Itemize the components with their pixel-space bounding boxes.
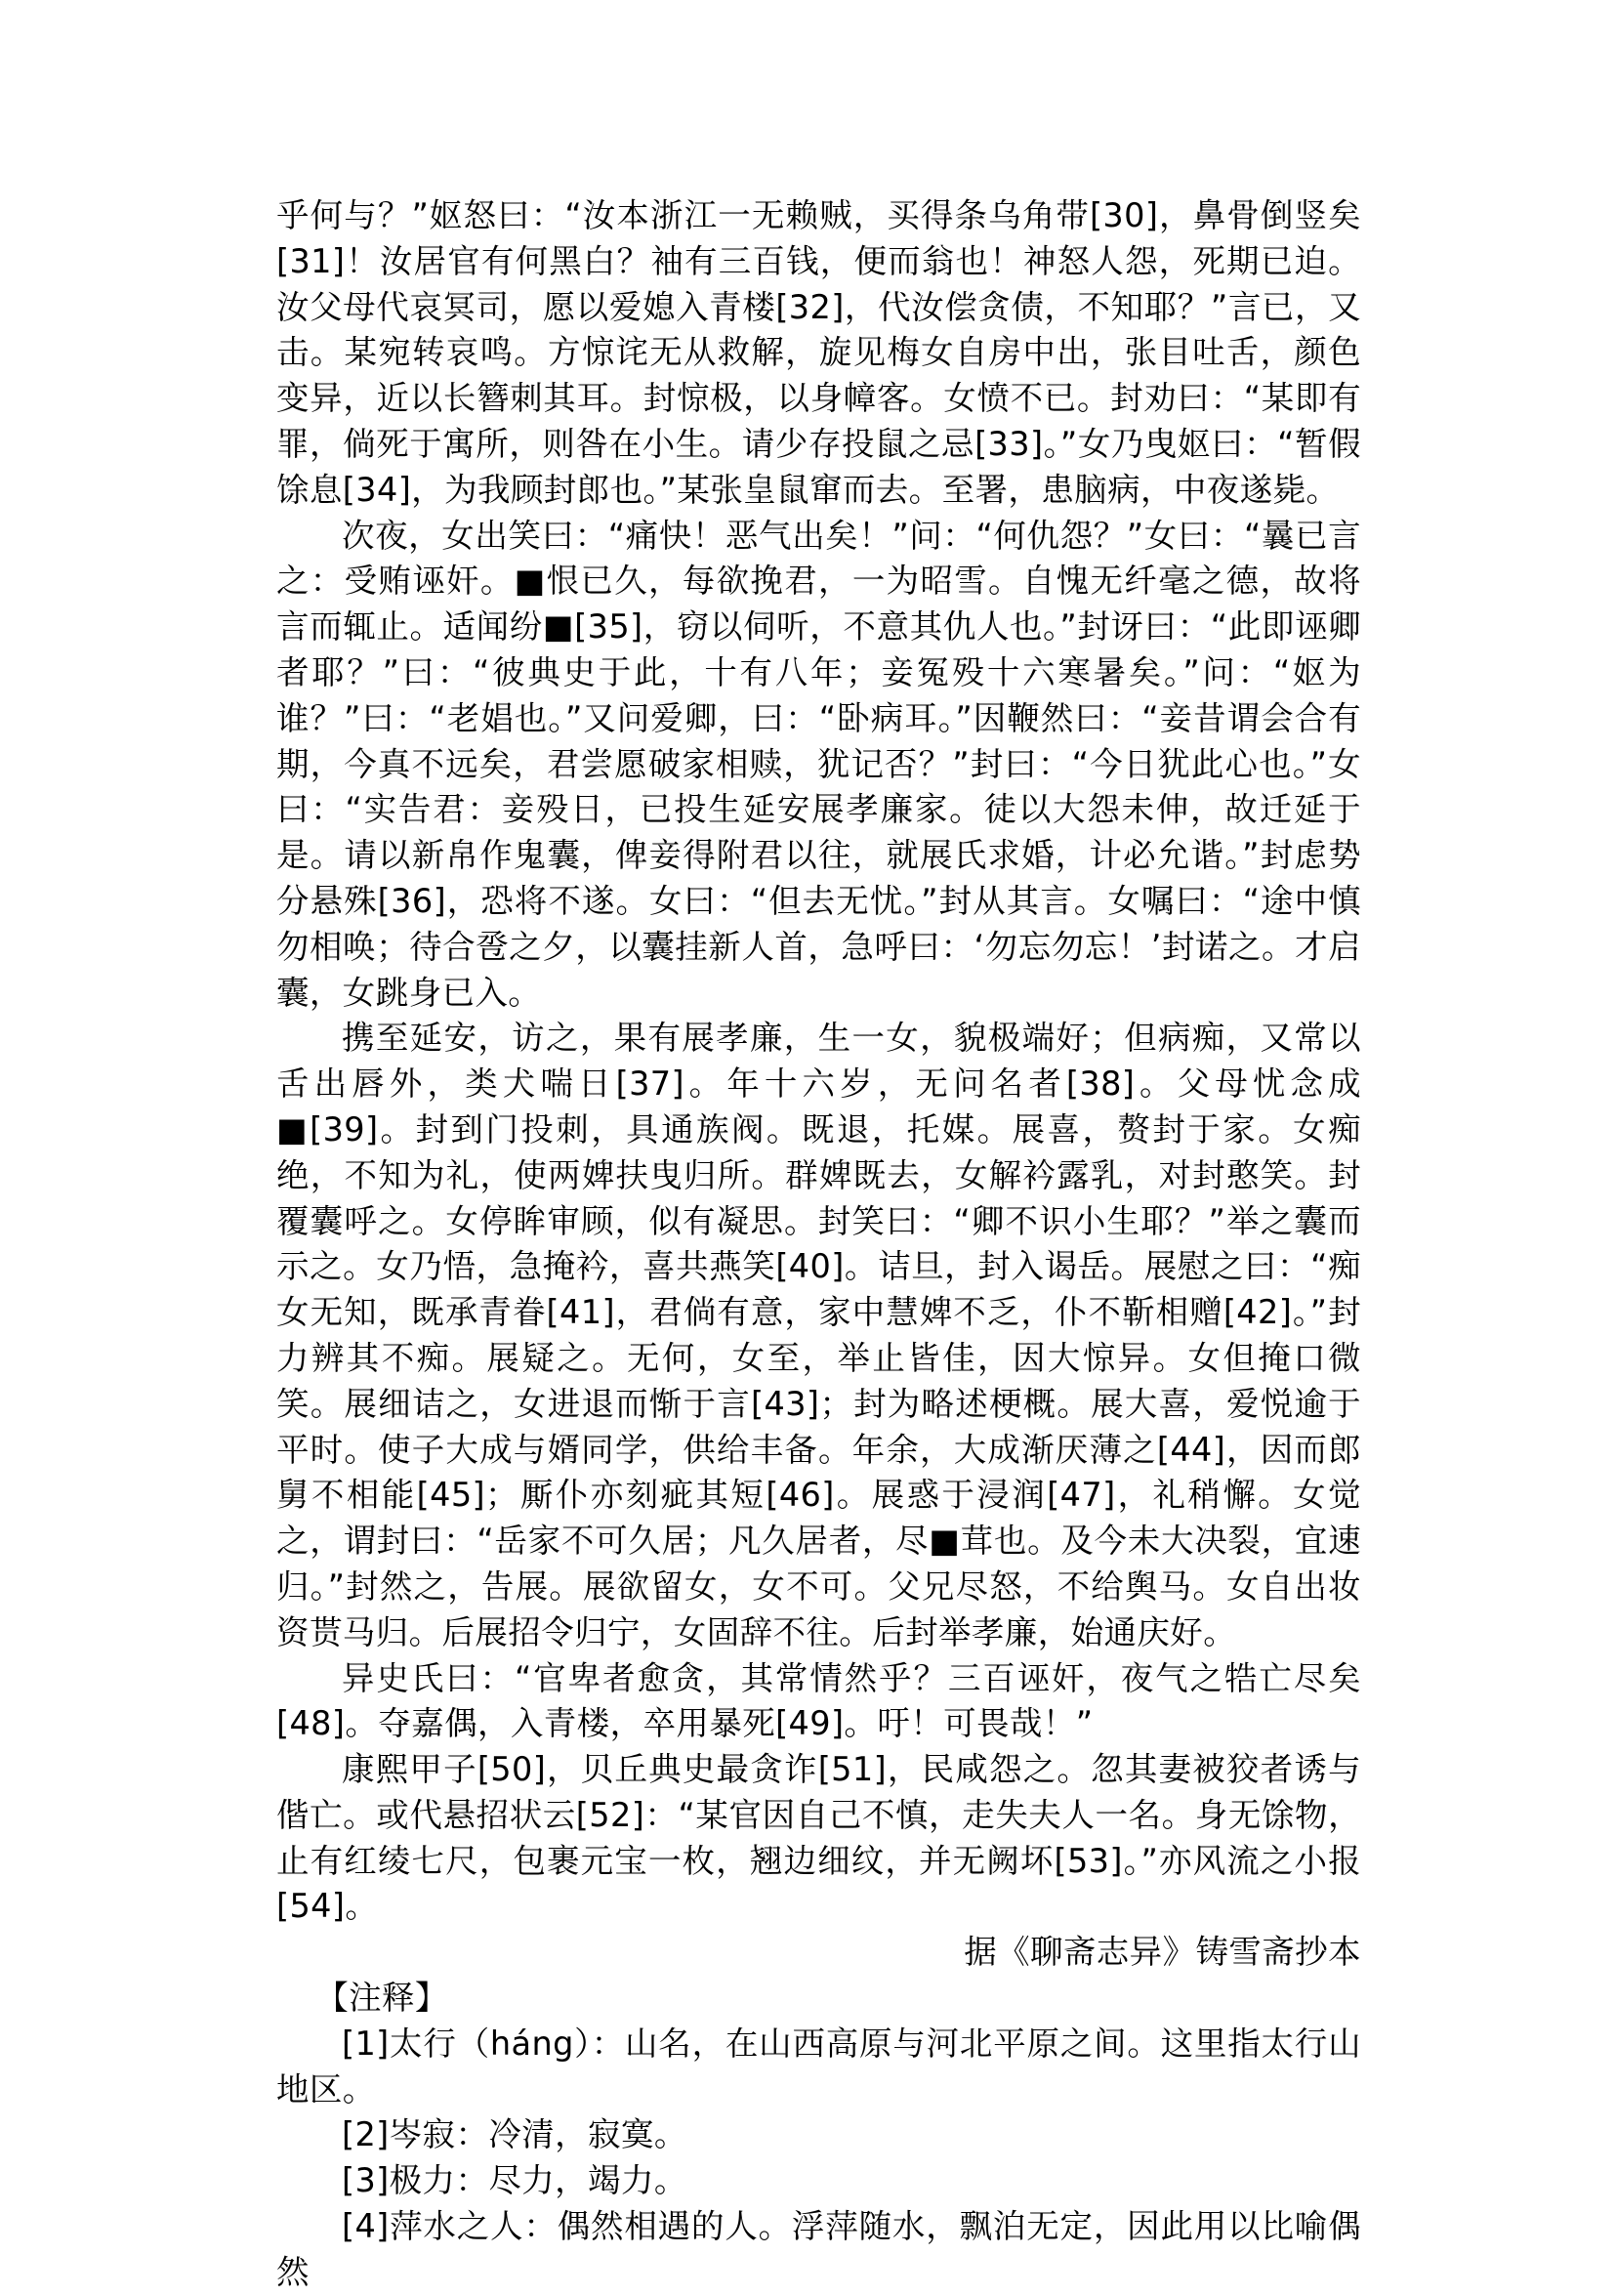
notes-heading: 【注释】 <box>315 1979 448 2018</box>
note-item: [1]太行（háng）：山名，在山西高原与河北平原之间。这里指太行山地区。 <box>276 2024 1361 2108</box>
note-item: [4]萍水之人：偶然相遇的人。浮萍随水，飘泊无定，因此用以比喻偶然 <box>276 2207 1361 2291</box>
note-item: [3]极力：尽力，竭力。 <box>342 2161 687 2200</box>
document-page <box>276 193 1361 2296</box>
paragraph-anecdote: 康熙甲子[50]，贝丘典史最贪诈[51]，民咸怨之。忽其妻被狡者诱与偕亡。或代悬招状云[52]：“某官因自己不慎，走失夫人一名。身无馀物，止有红绫七尺，包裹元宝一枚，翘边细纹，并无阙坏[53]。”亦风流之小报[54]。 <box>276 1750 1361 1926</box>
paragraph-2: 次夜，女出笑曰：“痛快！恶气出矣！”问：“何仇怨？”女曰：“曩已言之：受贿诬奸。■恨已久，每欲挽君，一为昭雪。自愧无纤毫之德，故将言而辄止。适闻纷■[35]，窃以伺听，不意其仇人也。”封讶曰：“此即诬卿者耶？”曰：“彼典史于此，十有八年；妾冤殁十六寒暑矣。”问：“妪为谁？”曰：“老娼也。”又问爱卿，曰：“卧病耳。”因鞭然曰：“妾昔谓会合有期，今真不远矣，君尝愿破家相赎，犹记否？”封曰：“今日犹此心也。”女曰：“实告君：妾殁日，已投生延安展孝廉家。徒以大怨未伸，故迁延于是。请以新帛作鬼囊，俾妾得附君以往，就展氏求婚，计必允谐。”封虑势分悬殊[36]，恐将不遂。女曰：“但去无忧。”封从其言。女嘱曰：“途中慎勿相唤；待合卺之夕，以囊挂新人首，急呼曰：‘勿忘勿忘！’封诺之。才启囊，女跳身已入。 <box>276 516 1361 1012</box>
paragraph-commentary: 异史氏曰：“官卑者愈贪，其常情然乎？三百诬奸，夜气之牿亡尽矣[48]。夺嘉偶，入青楼，卒用暴死[49]。吁！可畏哉！” <box>276 1658 1361 1743</box>
source-citation: 据《聊斋志异》铸雪斋抄本 <box>964 1933 1361 1972</box>
paragraph-3: 携至延安，访之，果有展孝廉，生一女，貌极端好；但病痴，又常以舌出唇外，类犬喘日[37]。年十六岁，无问名者[38]。父母忧念成■[39]。封到门投刺，具通族阀。既退，托媒。展喜，赘封于家。女痴绝，不知为礼，使两婢扶曳归所。群婢既去，女解衿露乳，对封憨笑。封覆囊呼之。女停眸审顾，似有凝思。封笑曰：“卿不识小生耶？”举之囊而示之。女乃悟，急掩衿，喜共燕笑[40]。诘旦，封入谒岳。展慰之曰：“痴女无知，既承青眷[41]，君倘有意，家中慧婢不乏，仆不靳相赠[42]。”封力辨其不痴。展疑之。无何，女至，举止皆佳，因大惊异。女但掩口微笑。展细诘之，女进退而惭于言[43]；封为略述梗概。展大喜，爱悦逾于平时。使子大成与婿同学，供给丰备。年余，大成渐厌薄之[44]，因而郎舅不相能[45]；厮仆亦刻疵其短[46]。展惑于浸润[47]，礼稍懈。女觉之，谓封曰：“岳家不可久居；凡久居者，尽■茸也。及今未大决裂，宜速归。”封然之，告展。展欲留女，女不可。父兄尽怒，不给舆马。女自出妆资贳马归。后展招令归宁，女固辞不往。后封举孝廉，始通庆好。 <box>276 1019 1361 1651</box>
note-item: [2]岑寂：冷清，寂寞。 <box>342 2115 687 2154</box>
paragraph-1: 乎何与？”妪怒曰：“汝本浙江一无赖贼，买得条乌角带[30]，鼻骨倒竖矣[31]！汝居官有何黑白？袖有三百钱，便而翁也！神怒人怨，死期已迫。汝父母代哀冥司，愿以爱媳入青楼[32]，代汝偿贪债，不知耶？”言已，又击。某宛转哀鸣。方惊诧无从救解，旋见梅女自房中出，张目吐舌，颜色变异，近以长簪刺其耳。封惊极，以身幛客。女愤不已。封劝曰：“某即有罪，倘死于寓所，则咎在小生。请少存投鼠之忌[33]。”女乃曳妪曰：“暂假馀息[34]，为我顾封郎也。”某张皇鼠窜而去。至署，患脑病，中夜遂毙。 <box>276 196 1361 509</box>
